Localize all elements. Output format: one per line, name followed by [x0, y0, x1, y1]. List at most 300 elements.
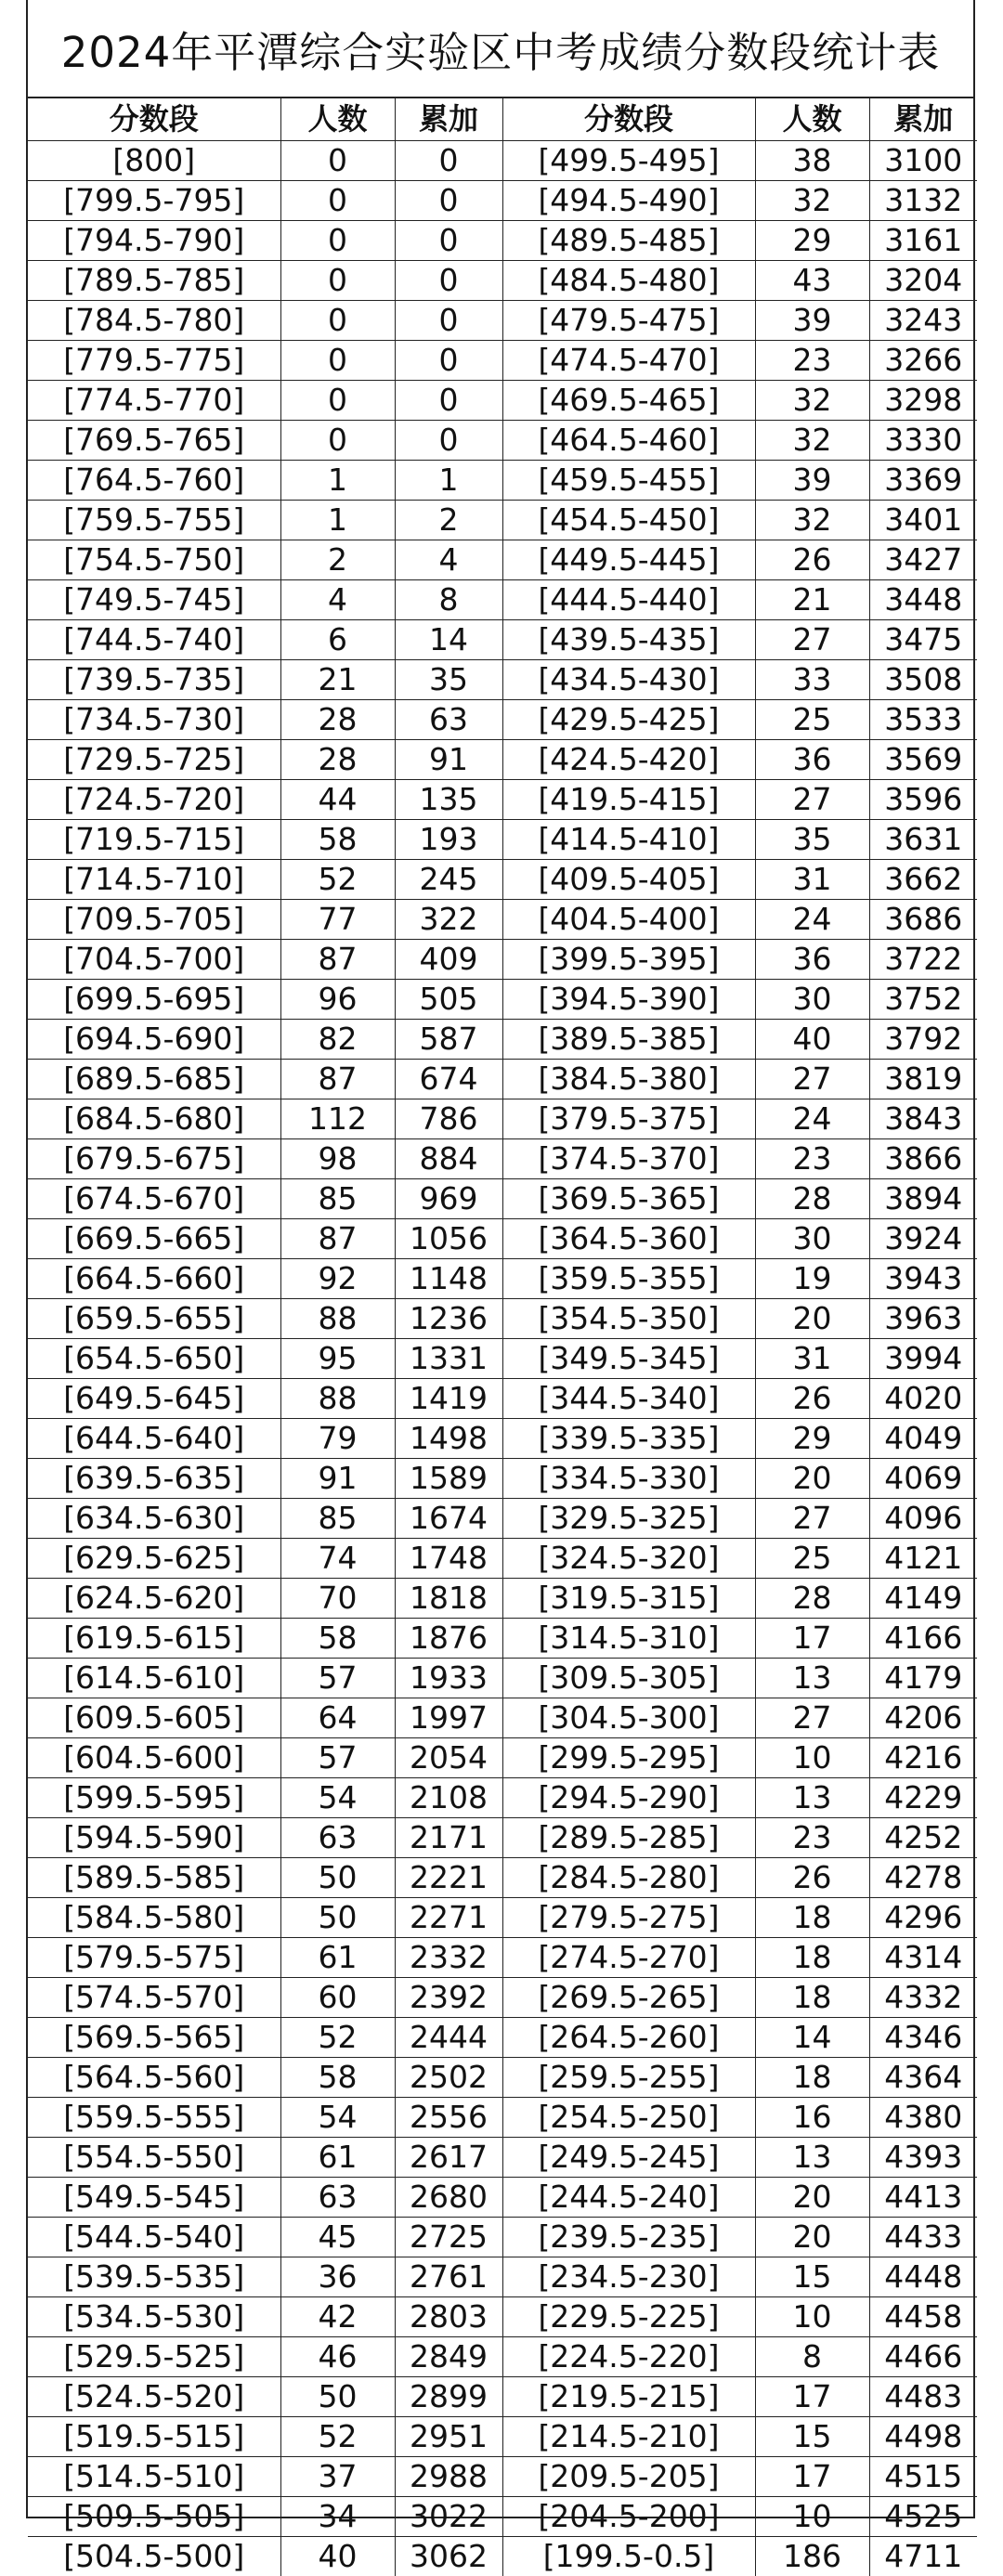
- table-row: [28, 580, 977, 620]
- right-score-range-cell: [489.5-485]: [502, 221, 755, 261]
- right-cumulative-cell: 3686: [869, 900, 977, 940]
- left-score-range-cell: [744.5-740]: [28, 620, 280, 660]
- left-score-range-cell: [664.5-660]: [28, 1259, 280, 1299]
- left-score-range-cell: [599.5-595]: [28, 1778, 280, 1818]
- right-score-range-cell: [209.5-205]: [502, 2457, 755, 2497]
- left-cumulative-cell: 35: [395, 660, 502, 700]
- right-cumulative-cell: 4525: [869, 2497, 977, 2537]
- left-cumulative-cell: 2951: [395, 2417, 502, 2457]
- right-cumulative-cell: 3448: [869, 580, 977, 620]
- left-score-range-cell: [754.5-750]: [28, 540, 280, 580]
- right-count-cell: 26: [755, 1379, 869, 1419]
- left-count-cell: 2: [280, 540, 395, 580]
- table-row: [28, 1978, 977, 2018]
- right-cumulative-cell: 3792: [869, 1020, 977, 1060]
- right-score-range-cell: [314.5-310]: [502, 1619, 755, 1659]
- left-count-cell: 42: [280, 2297, 395, 2337]
- left-count-cell: 79: [280, 1419, 395, 1459]
- left-cumulative-cell: 1498: [395, 1419, 502, 1459]
- left-score-range-cell: [569.5-565]: [28, 2018, 280, 2058]
- table-body: [28, 141, 977, 2576]
- right-cumulative-cell: 3631: [869, 820, 977, 860]
- right-count-cell: 28: [755, 1579, 869, 1619]
- right-cumulative-cell: 3596: [869, 780, 977, 820]
- left-count-cell: 45: [280, 2218, 395, 2257]
- left-count-cell: 57: [280, 1738, 395, 1778]
- right-score-range-cell: [464.5-460]: [502, 421, 755, 461]
- left-cumulative-cell: 1674: [395, 1499, 502, 1539]
- left-score-range-cell: [574.5-570]: [28, 1978, 280, 2018]
- left-cumulative-cell: 2108: [395, 1778, 502, 1818]
- left-count-cell: 36: [280, 2257, 395, 2297]
- right-cumulative-cell: 4121: [869, 1539, 977, 1579]
- right-score-range-cell: [474.5-470]: [502, 341, 755, 381]
- right-count-cell: 10: [755, 2297, 869, 2337]
- right-cumulative-cell: 4380: [869, 2098, 977, 2138]
- right-count-cell: 186: [755, 2537, 869, 2576]
- right-cumulative-cell: 4229: [869, 1778, 977, 1818]
- left-count-cell: 60: [280, 1978, 395, 2018]
- right-count-cell: 26: [755, 1858, 869, 1898]
- right-score-range-cell: [374.5-370]: [502, 1139, 755, 1179]
- left-count-cell: 46: [280, 2337, 395, 2377]
- right-score-range-cell: [449.5-445]: [502, 540, 755, 580]
- table-row: [28, 660, 977, 700]
- table-row: [28, 1818, 977, 1858]
- left-count-cell: 50: [280, 1858, 395, 1898]
- right-count-cell: 31: [755, 1339, 869, 1379]
- left-count-cell: 54: [280, 2098, 395, 2138]
- right-score-range-cell: [439.5-435]: [502, 620, 755, 660]
- right-score-range-cell: [454.5-450]: [502, 501, 755, 540]
- left-cumulative-cell: 0: [395, 381, 502, 421]
- left-cumulative-cell: 2803: [395, 2297, 502, 2337]
- left-cumulative-cell: 245: [395, 860, 502, 900]
- right-count-cell: 29: [755, 221, 869, 261]
- left-count-cell: 37: [280, 2457, 395, 2497]
- right-score-range-cell: [339.5-335]: [502, 1419, 755, 1459]
- right-count-cell: 17: [755, 2377, 869, 2417]
- right-count-cell: 10: [755, 2497, 869, 2537]
- right-count-cell: 30: [755, 980, 869, 1020]
- left-count-cell: 0: [280, 181, 395, 221]
- right-cumulative-cell: 3475: [869, 620, 977, 660]
- right-score-range-cell: [404.5-400]: [502, 900, 755, 940]
- right-cumulative-cell: 4466: [869, 2337, 977, 2377]
- left-score-range-cell: [524.5-520]: [28, 2377, 280, 2417]
- left-cumulative-cell: 193: [395, 820, 502, 860]
- left-score-range-cell: [694.5-690]: [28, 1020, 280, 1060]
- right-count-cell: 16: [755, 2098, 869, 2138]
- right-score-range-cell: [369.5-365]: [502, 1179, 755, 1219]
- left-count-cell: 87: [280, 1060, 395, 1099]
- left-score-range-cell: [589.5-585]: [28, 1858, 280, 1898]
- left-count-cell: 0: [280, 341, 395, 381]
- left-count-cell: 0: [280, 261, 395, 301]
- right-count-cell: 8: [755, 2337, 869, 2377]
- right-cumulative-cell: 4483: [869, 2377, 977, 2417]
- right-score-range-cell: [214.5-210]: [502, 2417, 755, 2457]
- table-row: [28, 1139, 977, 1179]
- left-cumulative-cell: 587: [395, 1020, 502, 1060]
- table-row: [28, 2297, 977, 2337]
- left-score-range-cell: [794.5-790]: [28, 221, 280, 261]
- right-count-cell: 25: [755, 1539, 869, 1579]
- right-cumulative-cell: 4364: [869, 2058, 977, 2098]
- right-count-cell: 14: [755, 2018, 869, 2058]
- right-score-range-cell: [294.5-290]: [502, 1778, 755, 1818]
- right-cumulative-cell: 3369: [869, 461, 977, 501]
- left-score-range-cell: [554.5-550]: [28, 2138, 280, 2178]
- table-row: [28, 1099, 977, 1139]
- right-cumulative-cell: 4433: [869, 2218, 977, 2257]
- right-cumulative-cell: 4296: [869, 1898, 977, 1938]
- left-cumulative-cell: 2556: [395, 2098, 502, 2138]
- right-cumulative-cell: 3100: [869, 141, 977, 181]
- right-count-cell: 31: [755, 860, 869, 900]
- table-row: [28, 1299, 977, 1339]
- table-row: [28, 940, 977, 980]
- right-score-range-cell: [249.5-245]: [502, 2138, 755, 2178]
- right-cumulative-cell: 3924: [869, 1219, 977, 1259]
- right-score-range-cell: [349.5-345]: [502, 1339, 755, 1379]
- left-cumulative-cell: 8: [395, 580, 502, 620]
- right-count-cell: 10: [755, 1738, 869, 1778]
- left-count-cell: 0: [280, 301, 395, 341]
- table-row: [28, 381, 977, 421]
- right-score-range-cell: [434.5-430]: [502, 660, 755, 700]
- left-count-cell: 88: [280, 1379, 395, 1419]
- left-cumulative-cell: 0: [395, 221, 502, 261]
- table-row: [28, 301, 977, 341]
- left-score-range-cell: [684.5-680]: [28, 1099, 280, 1139]
- left-score-range-cell: [629.5-625]: [28, 1539, 280, 1579]
- left-count-cell: 21: [280, 660, 395, 700]
- table-row: [28, 860, 977, 900]
- left-cumulative-cell: 3062: [395, 2537, 502, 2576]
- table-row: [28, 1259, 977, 1299]
- right-count-cell: 27: [755, 1060, 869, 1099]
- right-score-range-cell: [354.5-350]: [502, 1299, 755, 1339]
- left-count-cell: 58: [280, 820, 395, 860]
- left-cumulative-cell: 91: [395, 740, 502, 780]
- table-row: [28, 1579, 977, 1619]
- left-cumulative-cell: 0: [395, 261, 502, 301]
- table-row: [28, 2497, 977, 2537]
- left-count-cell: 50: [280, 1898, 395, 1938]
- right-score-range-cell: [239.5-235]: [502, 2218, 755, 2257]
- left-count-cell: 63: [280, 2178, 395, 2218]
- table-row: [28, 2377, 977, 2417]
- left-score-range-cell: [734.5-730]: [28, 700, 280, 740]
- left-score-range-cell: [779.5-775]: [28, 341, 280, 381]
- table-row: [28, 2178, 977, 2218]
- right-cumulative-cell: 3963: [869, 1299, 977, 1339]
- right-score-range-cell: [344.5-340]: [502, 1379, 755, 1419]
- left-score-range-cell: [579.5-575]: [28, 1938, 280, 1978]
- table-row: [28, 2058, 977, 2098]
- table-row: [28, 1738, 977, 1778]
- table-row: [28, 900, 977, 940]
- left-cumulative-cell: 2444: [395, 2018, 502, 2058]
- right-cumulative-cell: 4278: [869, 1858, 977, 1898]
- table-row: [28, 1060, 977, 1099]
- right-count-cell: 27: [755, 1698, 869, 1738]
- table-row: [28, 1219, 977, 1259]
- header-cumulative-right: 累加: [869, 98, 977, 141]
- left-count-cell: 6: [280, 620, 395, 660]
- left-score-range-cell: [619.5-615]: [28, 1619, 280, 1659]
- left-score-range-cell: [529.5-525]: [28, 2337, 280, 2377]
- right-cumulative-cell: 3508: [869, 660, 977, 700]
- right-score-range-cell: [244.5-240]: [502, 2178, 755, 2218]
- right-count-cell: 18: [755, 1978, 869, 2018]
- right-score-range-cell: [199.5-0.5]: [502, 2537, 755, 2576]
- right-score-range-cell: [284.5-280]: [502, 1858, 755, 1898]
- left-score-range-cell: [509.5-505]: [28, 2497, 280, 2537]
- right-score-range-cell: [429.5-425]: [502, 700, 755, 740]
- table-row: [28, 1179, 977, 1219]
- right-score-range-cell: [309.5-305]: [502, 1659, 755, 1698]
- right-count-cell: 13: [755, 2138, 869, 2178]
- right-cumulative-cell: 4393: [869, 2138, 977, 2178]
- table-row: [28, 2417, 977, 2457]
- header-cumulative-left: 累加: [395, 98, 502, 141]
- right-count-cell: 28: [755, 1179, 869, 1219]
- left-cumulative-cell: 2680: [395, 2178, 502, 2218]
- left-cumulative-cell: 0: [395, 141, 502, 181]
- table-row: [28, 540, 977, 580]
- left-count-cell: 0: [280, 421, 395, 461]
- table-row: [28, 780, 977, 820]
- right-score-range-cell: [484.5-480]: [502, 261, 755, 301]
- right-score-range-cell: [264.5-260]: [502, 2018, 755, 2058]
- right-count-cell: 39: [755, 461, 869, 501]
- left-count-cell: 98: [280, 1139, 395, 1179]
- left-score-range-cell: [699.5-695]: [28, 980, 280, 1020]
- table-row: [28, 1778, 977, 1818]
- table-row: [28, 1499, 977, 1539]
- left-count-cell: 1: [280, 461, 395, 501]
- left-cumulative-cell: 2725: [395, 2218, 502, 2257]
- table-row: [28, 2018, 977, 2058]
- right-cumulative-cell: 4413: [869, 2178, 977, 2218]
- right-score-range-cell: [279.5-275]: [502, 1898, 755, 1938]
- table-row: [28, 1659, 977, 1698]
- right-cumulative-cell: 3569: [869, 740, 977, 780]
- right-cumulative-cell: 3866: [869, 1139, 977, 1179]
- right-count-cell: 39: [755, 301, 869, 341]
- left-cumulative-cell: 1876: [395, 1619, 502, 1659]
- right-cumulative-cell: 4149: [869, 1579, 977, 1619]
- right-count-cell: 13: [755, 1659, 869, 1698]
- left-score-range-cell: [704.5-700]: [28, 940, 280, 980]
- left-score-range-cell: [564.5-560]: [28, 2058, 280, 2098]
- score-table-document: [26, 0, 975, 2518]
- right-count-cell: 36: [755, 940, 869, 980]
- table-row: [28, 1698, 977, 1738]
- left-cumulative-cell: 2271: [395, 1898, 502, 1938]
- table-row: [28, 1858, 977, 1898]
- right-cumulative-cell: 4216: [869, 1738, 977, 1778]
- left-score-range-cell: [724.5-720]: [28, 780, 280, 820]
- right-score-range-cell: [419.5-415]: [502, 780, 755, 820]
- left-cumulative-cell: 0: [395, 181, 502, 221]
- table-row: [28, 1339, 977, 1379]
- right-count-cell: 27: [755, 780, 869, 820]
- right-count-cell: 32: [755, 421, 869, 461]
- right-score-range-cell: [229.5-225]: [502, 2297, 755, 2337]
- left-count-cell: 64: [280, 1698, 395, 1738]
- left-count-cell: 74: [280, 1539, 395, 1579]
- right-cumulative-cell: 4049: [869, 1419, 977, 1459]
- right-cumulative-cell: 4020: [869, 1379, 977, 1419]
- table-row: [28, 980, 977, 1020]
- right-count-cell: 15: [755, 2257, 869, 2297]
- right-count-cell: 26: [755, 540, 869, 580]
- table-row: [28, 620, 977, 660]
- right-count-cell: 30: [755, 1219, 869, 1259]
- right-count-cell: 40: [755, 1020, 869, 1060]
- right-count-cell: 24: [755, 1099, 869, 1139]
- left-score-range-cell: [584.5-580]: [28, 1898, 280, 1938]
- left-score-range-cell: [739.5-735]: [28, 660, 280, 700]
- left-cumulative-cell: 1148: [395, 1259, 502, 1299]
- left-cumulative-cell: 969: [395, 1179, 502, 1219]
- left-score-range-cell: [519.5-515]: [28, 2417, 280, 2457]
- right-count-cell: 27: [755, 620, 869, 660]
- right-count-cell: 19: [755, 1259, 869, 1299]
- table-row: [28, 221, 977, 261]
- table-header-row: [28, 98, 977, 141]
- table-row: [28, 1619, 977, 1659]
- left-cumulative-cell: 2899: [395, 2377, 502, 2417]
- table-row: [28, 261, 977, 301]
- left-score-range-cell: [644.5-640]: [28, 1419, 280, 1459]
- left-cumulative-cell: 322: [395, 900, 502, 940]
- left-cumulative-cell: 1933: [395, 1659, 502, 1698]
- header-count-right: 人数: [755, 98, 869, 141]
- left-cumulative-cell: 674: [395, 1060, 502, 1099]
- table-row: [28, 2457, 977, 2497]
- right-cumulative-cell: 4096: [869, 1499, 977, 1539]
- left-score-range-cell: [649.5-645]: [28, 1379, 280, 1419]
- left-count-cell: 87: [280, 940, 395, 980]
- right-score-range-cell: [494.5-490]: [502, 181, 755, 221]
- left-count-cell: 52: [280, 860, 395, 900]
- right-score-range-cell: [304.5-300]: [502, 1698, 755, 1738]
- left-cumulative-cell: 505: [395, 980, 502, 1020]
- left-count-cell: 85: [280, 1499, 395, 1539]
- left-score-range-cell: [549.5-545]: [28, 2178, 280, 2218]
- left-score-range-cell: [719.5-715]: [28, 820, 280, 860]
- table-row: [28, 820, 977, 860]
- right-cumulative-cell: 4448: [869, 2257, 977, 2297]
- table-row: [28, 181, 977, 221]
- left-cumulative-cell: 409: [395, 940, 502, 980]
- left-score-range-cell: [539.5-535]: [28, 2257, 280, 2297]
- left-score-range-cell: [624.5-620]: [28, 1579, 280, 1619]
- right-count-cell: 17: [755, 1619, 869, 1659]
- left-score-range-cell: [639.5-635]: [28, 1459, 280, 1499]
- table-row: [28, 501, 977, 540]
- table-row: [28, 1419, 977, 1459]
- left-count-cell: 4: [280, 580, 395, 620]
- left-score-range-cell: [759.5-755]: [28, 501, 280, 540]
- right-score-range-cell: [394.5-390]: [502, 980, 755, 1020]
- left-score-range-cell: [654.5-650]: [28, 1339, 280, 1379]
- right-cumulative-cell: 3722: [869, 940, 977, 980]
- right-count-cell: 27: [755, 1499, 869, 1539]
- right-count-cell: 23: [755, 1139, 869, 1179]
- right-score-range-cell: [414.5-410]: [502, 820, 755, 860]
- table-row: [28, 1379, 977, 1419]
- right-count-cell: 24: [755, 900, 869, 940]
- right-score-range-cell: [219.5-215]: [502, 2377, 755, 2417]
- table-row: [28, 2257, 977, 2297]
- left-cumulative-cell: 2054: [395, 1738, 502, 1778]
- table-row: [28, 1539, 977, 1579]
- table-row: [28, 2098, 977, 2138]
- left-cumulative-cell: 0: [395, 421, 502, 461]
- left-count-cell: 50: [280, 2377, 395, 2417]
- right-cumulative-cell: 3894: [869, 1179, 977, 1219]
- left-cumulative-cell: 1818: [395, 1579, 502, 1619]
- table-row: [28, 2537, 977, 2576]
- left-count-cell: 0: [280, 221, 395, 261]
- left-count-cell: 57: [280, 1659, 395, 1698]
- right-cumulative-cell: 4458: [869, 2297, 977, 2337]
- left-count-cell: 88: [280, 1299, 395, 1339]
- right-score-range-cell: [204.5-200]: [502, 2497, 755, 2537]
- left-count-cell: 77: [280, 900, 395, 940]
- right-cumulative-cell: 4332: [869, 1978, 977, 2018]
- right-cumulative-cell: 3243: [869, 301, 977, 341]
- left-count-cell: 28: [280, 700, 395, 740]
- left-cumulative-cell: 63: [395, 700, 502, 740]
- right-cumulative-cell: 3752: [869, 980, 977, 1020]
- left-count-cell: 58: [280, 2058, 395, 2098]
- right-cumulative-cell: 4252: [869, 1818, 977, 1858]
- left-cumulative-cell: 2761: [395, 2257, 502, 2297]
- right-cumulative-cell: 3819: [869, 1060, 977, 1099]
- right-score-range-cell: [459.5-455]: [502, 461, 755, 501]
- left-cumulative-cell: 1: [395, 461, 502, 501]
- right-count-cell: 43: [755, 261, 869, 301]
- left-cumulative-cell: 2171: [395, 1818, 502, 1858]
- left-cumulative-cell: 2617: [395, 2138, 502, 2178]
- right-count-cell: 33: [755, 660, 869, 700]
- left-cumulative-cell: 2988: [395, 2457, 502, 2497]
- table-row: [28, 2138, 977, 2178]
- left-count-cell: 0: [280, 381, 395, 421]
- table-row: [28, 421, 977, 461]
- left-score-range-cell: [789.5-785]: [28, 261, 280, 301]
- right-cumulative-cell: 3330: [869, 421, 977, 461]
- left-cumulative-cell: 2332: [395, 1938, 502, 1978]
- table-row: [28, 740, 977, 780]
- left-count-cell: 112: [280, 1099, 395, 1139]
- table-row: [28, 1898, 977, 1938]
- right-score-range-cell: [259.5-255]: [502, 2058, 755, 2098]
- right-score-range-cell: [424.5-420]: [502, 740, 755, 780]
- left-cumulative-cell: 1236: [395, 1299, 502, 1339]
- left-count-cell: 61: [280, 1938, 395, 1978]
- right-count-cell: 13: [755, 1778, 869, 1818]
- right-score-range-cell: [359.5-355]: [502, 1259, 755, 1299]
- right-cumulative-cell: 3994: [869, 1339, 977, 1379]
- table-row: [28, 461, 977, 501]
